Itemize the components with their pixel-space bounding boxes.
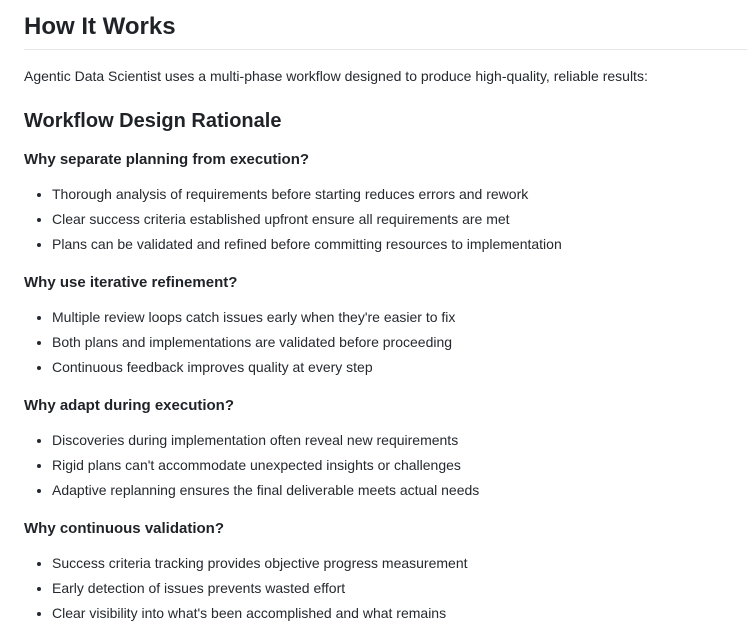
- bullet-list: [24, 430, 747, 500]
- list-item: • Plans can be validated and refined before committing resources to implementation: [52, 234, 747, 254]
- subsection-heading: Why continuous validation?: [24, 520, 224, 537]
- subsection-iterative-refinement: [24, 273, 747, 377]
- intro-paragraph: Agentic Data Scientist uses a multi-phase workflow designed to produce high-quality, reliable results:: [24, 68, 648, 84]
- bullet-list: [24, 553, 747, 623]
- bullet-list: [24, 307, 747, 377]
- bullet-list: [24, 184, 747, 254]
- page-title: How It Works: [24, 12, 747, 50]
- list-item: • Adaptive replanning ensures the final deliverable meets actual needs: [52, 480, 747, 500]
- subsection-adapt-during-execution: [24, 396, 747, 500]
- list-item: • Both plans and implementations are validated before proceeding: [52, 332, 747, 352]
- list-item: • Early detection of issues prevents wasted effort: [52, 578, 747, 598]
- subsection-heading: Why use iterative refinement?: [24, 274, 238, 291]
- list-item: • Clear success criteria established upfront ensure all requirements are met: [52, 209, 747, 229]
- section-heading: Workflow Design Rationale: [24, 110, 282, 132]
- list-item: • Discoveries during implementation often reveal new requirements: [52, 430, 747, 450]
- list-item: • Success criteria tracking provides objective progress measurement: [52, 553, 747, 573]
- subsection-planning-vs-execution: [24, 150, 747, 254]
- list-item: • Continuous feedback improves quality at every step: [52, 357, 747, 377]
- subsection-heading: Why separate planning from execution?: [24, 151, 310, 168]
- list-item: • Multiple review loops catch issues early when they're easier to fix: [52, 307, 747, 327]
- list-item: • Clear visibility into what's been accomplished and what remains: [52, 603, 747, 623]
- subsection-heading: Why adapt during execution?: [24, 397, 235, 414]
- list-item: • Rigid plans can't accommodate unexpected insights or challenges: [52, 455, 747, 475]
- subsection-continuous-validation: [24, 519, 747, 623]
- list-item: • Thorough analysis of requirements before starting reduces errors and rework: [52, 184, 747, 204]
